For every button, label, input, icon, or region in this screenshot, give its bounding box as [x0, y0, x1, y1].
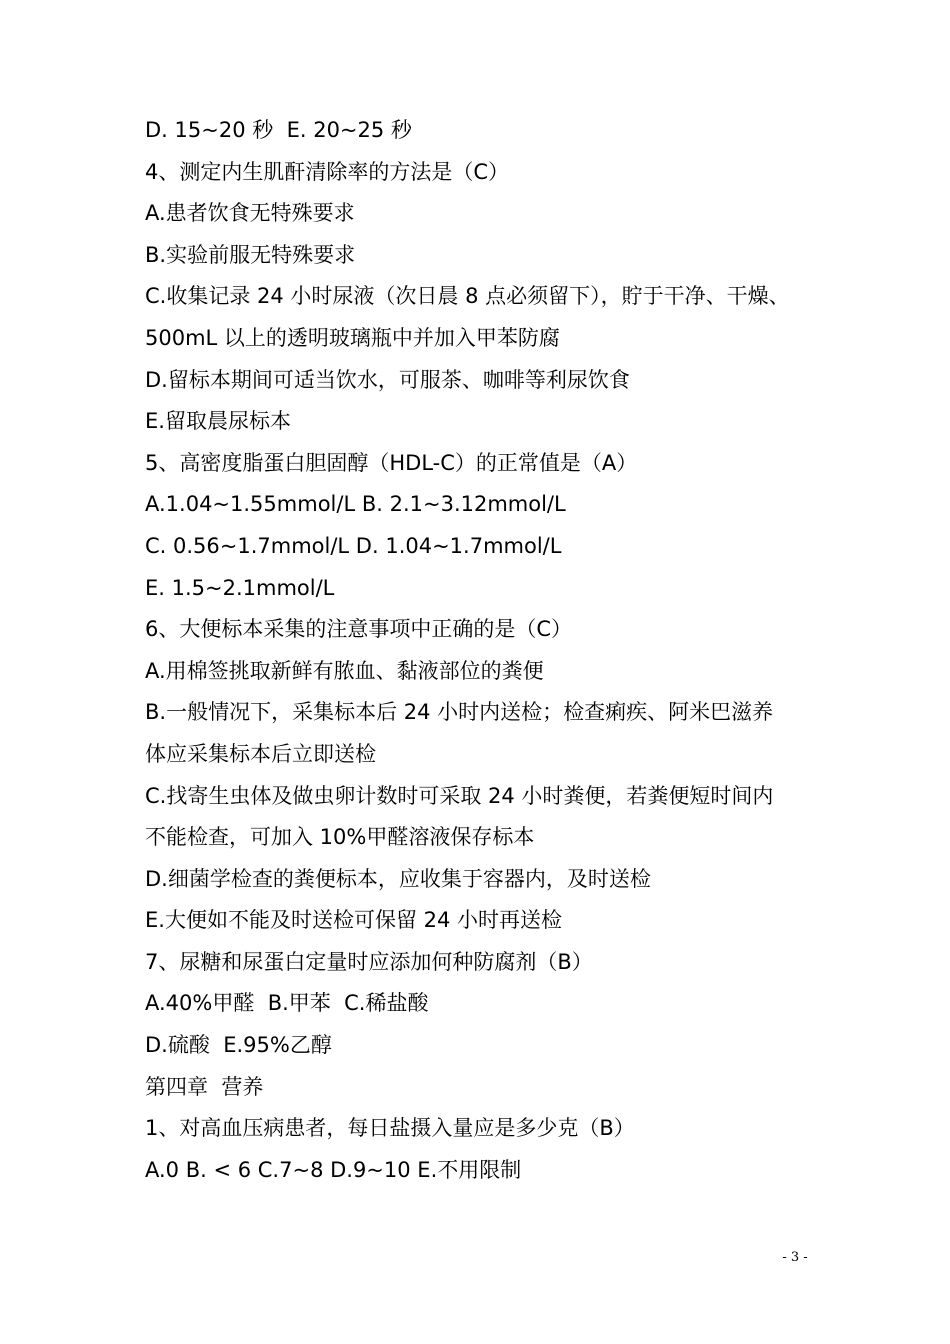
text-line: 不能检查，可加入 10%甲醛溶液保存标本: [145, 825, 535, 850]
text-line: C. 0.56~1.7mmol/L D. 1.04~1.7mmol/L: [145, 533, 562, 558]
text-line: D.硫酸 E.95%乙醇: [145, 1033, 332, 1058]
text-line: B.实验前服无特殊要求: [145, 242, 356, 267]
question-7-stem: 7、尿糖和尿蛋白定量时应添加何种防腐剂（B）: [145, 949, 593, 974]
text-line: E.留取晨尿标本: [145, 409, 291, 434]
text-line: C.收集记录 24 小时尿液（次日晨 8 点必须留下），貯于干净、干燥、: [145, 284, 790, 309]
text-line: 500mL 以上的透明玻璃瓶中并加入甲苯防腐: [145, 325, 560, 350]
text-line: A.40%甲醛 B.甲苯 C.稀盐酸: [145, 991, 429, 1016]
text-line: E.大便如不能及时送检可保留 24 小时再送检: [145, 908, 563, 933]
text-line: 体应采集标本后立即送检: [145, 741, 376, 766]
text-line: A.用棉签挑取新鲜有脓血、黏液部位的粪便: [145, 658, 544, 683]
page-number: - 3 -: [782, 1250, 808, 1265]
text-line: A.1.04~1.55mmol/L B. 2.1~3.12mmol/L: [145, 492, 566, 517]
question-1-stem: 1、对高血压病患者，每日盐摄入量应是多少克（B）: [145, 1116, 635, 1141]
document-body: [145, 110, 825, 1191]
text-line: A.0 B. < 6 C.7~8 D.9~10 E.不用限制: [145, 1157, 522, 1182]
question-4-stem: 4、测定内生肌酐清除率的方法是（C）: [145, 159, 510, 184]
question-6-stem: 6、大便标本采集的注意事项中正确的是（C）: [145, 617, 573, 642]
text-line: D.留标本期间可适当饮水，可服茶、咖啡等利尿饮食: [145, 367, 630, 392]
question-5-stem: 5、高密度脂蛋白胆固醇（HDL-C）的正常值是（A）: [145, 450, 638, 475]
text-line: D.细菌学检查的粪便标本，应收集于容器内，及时送检: [145, 866, 651, 891]
chapter-heading: 第四章 营养: [145, 1074, 264, 1099]
text-line: E. 1.5~2.1mmol/L: [145, 575, 335, 600]
text-line: B.一般情况下，采集标本后 24 小时内送检；检查痢疾、阿米巴滋养: [145, 700, 774, 725]
text-line: A.患者饮食无特殊要求: [145, 201, 355, 226]
text-line: D. 15~20 秒 E. 20~25 秒: [145, 118, 412, 142]
text-line: C.找寄生虫体及做虫卵计数时可采取 24 小时粪便，若粪便短时间内: [145, 783, 774, 808]
